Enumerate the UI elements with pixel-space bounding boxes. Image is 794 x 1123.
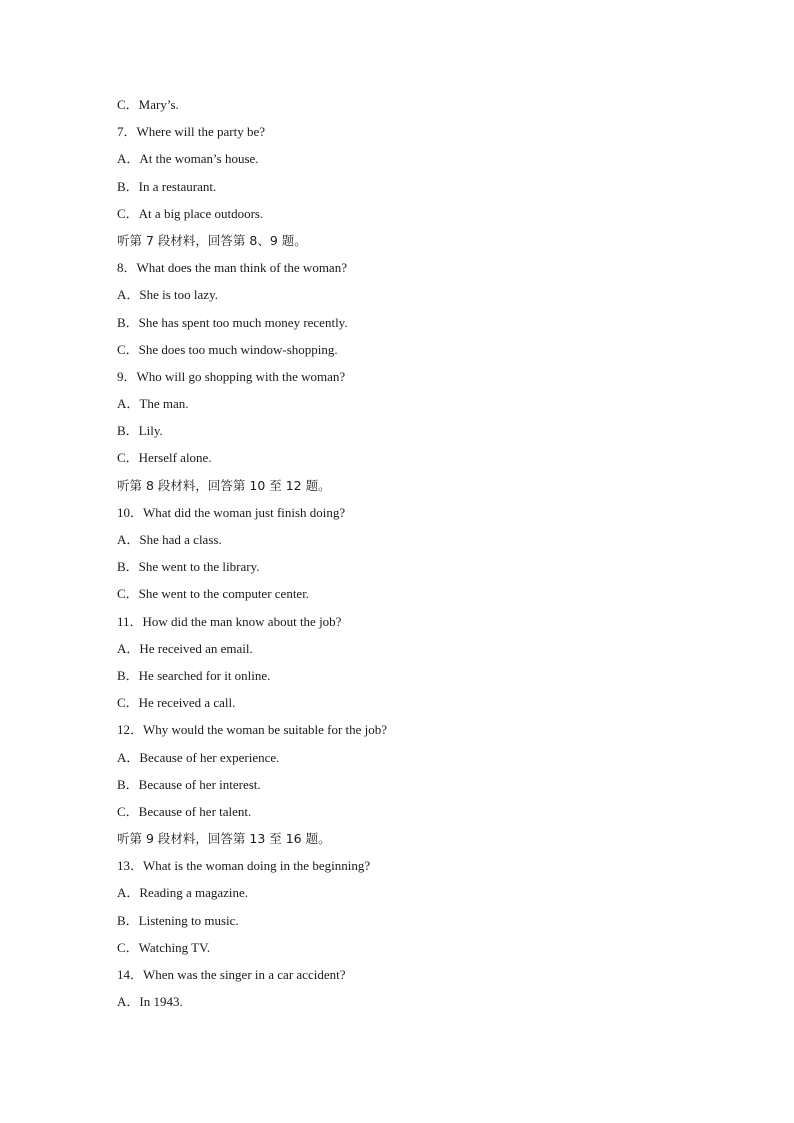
section-instruction: 听第 8 段材料，回答第 10 至 12 题。 (117, 477, 331, 493)
option-a: A．Because of her experience. (117, 749, 280, 765)
option-a: A．She had a class. (117, 532, 222, 547)
option-a: A．In 1943. (117, 994, 183, 1010)
question-7: 7．Where will the party be? (117, 124, 265, 140)
question-9: 9．Who will go shopping with the woman? (117, 368, 346, 384)
option-b: B．She has spent too much money recently. (117, 314, 348, 330)
option-b: B．She went to the library. (117, 559, 260, 575)
question-11: 11．How did the man know about the job? (117, 613, 342, 629)
section-instruction: 听第 7 段材料，回答第 8、9 题。 (117, 232, 307, 248)
option-c: C．Because of her talent. (117, 803, 252, 819)
section-instruction: 听第 9 段材料，回答第 13 至 16 题。 (117, 831, 331, 847)
option-c: C．She went to the computer center. (117, 586, 310, 602)
option-c: C．Herself alone. (117, 450, 212, 466)
option-b: B．Listening to music. (117, 912, 239, 928)
question-10: 10．What did the woman just finish doing? (117, 504, 346, 520)
option-a: A．The man. (117, 396, 189, 412)
option-c: C．She does too much window-shopping. (117, 341, 338, 357)
question-8: 8．What does the man think of the woman? (117, 260, 347, 276)
option-b: B．In a restaurant. (117, 178, 217, 194)
question-13: 13．What is the woman doing in the beginning? (117, 858, 371, 874)
option-b: B．He searched for it online. (117, 667, 271, 683)
text-block (117, 94, 737, 1018)
option-c: C．Watching TV. (117, 939, 211, 955)
option-c: C．Mary’s. (117, 97, 179, 112)
option-b: B．Lily. (117, 423, 163, 439)
question-12: 12．Why would the woman be suitable for the job? (117, 722, 388, 738)
option-a: A．Reading a magazine. (117, 885, 249, 901)
option-a: A．He received an email. (117, 640, 253, 656)
option-a: A．At the woman’s house. (117, 151, 259, 167)
option-a: A．She is too lazy. (117, 287, 218, 303)
option-c: C．He received a call. (117, 695, 236, 711)
option-b: B．Because of her interest. (117, 776, 261, 792)
option-c: C．At a big place outdoors. (117, 205, 264, 221)
question-14: 14．When was the singer in a car accident? (117, 967, 346, 982)
